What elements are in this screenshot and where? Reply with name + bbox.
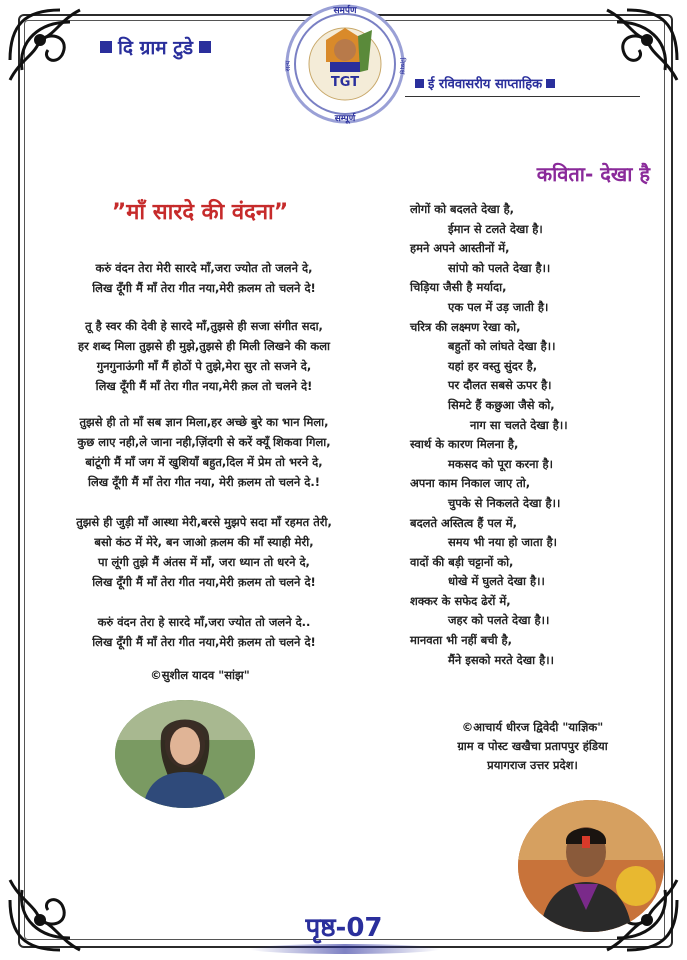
credit-line: ©आचार्य धीरज द्विवेदी "याज्ञिक": [461, 720, 604, 734]
poem-line: लिख दूँगी मैं माँ तेरा गीत नया,मेरी क़लम तो चलने दे!: [92, 635, 316, 649]
poem-line: समय भी नया हो जाता है।: [448, 535, 558, 550]
poem-line: बांटूंगी मैं माँ जग में खुशियाँ बहुत,दिल में प्रेम तो भरने दे,: [85, 455, 323, 469]
poem-line: तुझसे ही जुड़ी माँ आस्था मेरी,बरसे मुझपे सदा माँ रहमत तेरी,: [76, 515, 332, 529]
poem-line: चुपके से निकलते देखा है।।: [448, 495, 561, 510]
masthead: [100, 30, 280, 64]
credit-line: प्रयागराज उत्तर प्रदेश।: [487, 758, 578, 772]
poem-line: पर दौलत सबसे ऊपर है।: [448, 378, 552, 393]
poem-line: सांपो को पलते देखा है।।: [448, 260, 551, 275]
logo-top-text: समर्पण: [333, 6, 357, 16]
square-bullet-icon: [199, 41, 211, 53]
masthead-title: दि ग्राम टुडे: [118, 37, 193, 59]
logo-center-text: TGT: [330, 75, 360, 90]
square-bullet-icon: [100, 41, 112, 53]
poem-line: लिख दूँगी मैं माँ तेरा गीत नया,मेरी क़लम तो चलने दे!: [92, 575, 316, 589]
square-bullet-icon: [546, 79, 555, 88]
poem-line: हर शब्द मिला तुझसे ही मुझे,तुझसे ही मिली लिखने की कला: [77, 339, 330, 353]
credit-line: ग्राम व पोस्ट खखैचा प्रतापपुर हंडिया: [457, 739, 608, 753]
corner-ornament-icon: [0, 850, 110, 960]
poem-line: अपना काम निकाल जाए तो,: [410, 476, 531, 491]
right-poem-body: [410, 200, 655, 670]
weekly-text: ई रविवासरीय साप्ताहिक: [428, 77, 543, 92]
page-number-underline: [250, 944, 440, 954]
poem-line: जहर को पलते देखा है।।: [448, 613, 550, 628]
corner-ornament-icon: [0, 0, 110, 110]
poem-line: बहुतों को लांघते देखा है।।: [448, 339, 556, 354]
poem-line: मकसद को पूरा करना है।: [448, 456, 553, 471]
stanza: [24, 512, 384, 592]
author-photo-left: [115, 700, 255, 808]
poem-line: मानवता भी नहीं बची है,: [410, 633, 513, 648]
stanza: [24, 258, 384, 298]
poem-line: हमने अपने आस्तीनों में,: [410, 241, 510, 256]
poem-line: धोखे में घुलते देखा है।।: [448, 574, 545, 589]
poem-line: चरित्र की लक्ष्मण रेखा को,: [410, 319, 521, 334]
stanza: [24, 412, 384, 492]
stanza: [24, 316, 384, 396]
poem-line: यहां हर वस्तु सुंदर है,: [448, 358, 538, 373]
poem-line: लिख दूँगी मैं माँ तेरा गीत नया,मेरी क़लम तो चलने दे!: [92, 281, 316, 295]
weekly-label: [415, 72, 630, 94]
author-photo-right: [518, 800, 664, 932]
poem-line: लिख दूँगी मैं माँ तेरा गीत नया,मेरी क़ल तो चलने दे!: [95, 379, 313, 393]
poem-line: शक्कर के सफेद ढेरों में,: [410, 593, 511, 608]
poem-line: एक पल में उड़ जाती है।: [448, 299, 549, 314]
square-bullet-icon: [415, 79, 424, 88]
poem-line: ईमान से टलते देखा है।: [448, 221, 543, 236]
poem-line: कुछ लाए नही,ले जाना नही,ज़िंदगी से करें क्यूँ शिकवा गिला,: [77, 435, 331, 449]
left-poem-title: ”माँ सारदे की वंदना”: [111, 200, 289, 225]
poem-line: गुनगुनाऊंगी माँ मैं होठों पे तुझे,मेरा सुर तो सजने दे,: [96, 359, 312, 373]
poem-line: बसो कंठ में मेरे, बन जाओ क़लम की माँ स्याही मेरी,: [94, 535, 314, 549]
poem-line: नाग सा चलते देखा है।।: [470, 417, 568, 432]
poem-line: तू है स्वर की देवी हे सारदे माँ,तुझसे ही सजा संगीत सदा,: [85, 319, 323, 333]
header-divider: [405, 96, 640, 97]
poem-line: करुं वंदन तेरा मेरी सारदे माँ,जरा ज्योत तो जलने दे,: [95, 261, 313, 275]
logo-bottom-text: सम्पूर्ण: [334, 114, 356, 124]
poem-line: सिमटे हैं कछुआ जैसे को,: [448, 397, 555, 412]
tgt-logo: [276, 0, 414, 128]
logo-right-text: निष्पक्ष: [398, 57, 406, 75]
poem-line: लोगों को बदलते देखा है,: [410, 202, 515, 216]
poem-line: मैंने इसको मरते देखा है।।: [448, 652, 554, 667]
poem-line: पा लूंगी तुझे मैं अंतस में माँ, जरा ध्यान तो धरने दे,: [98, 555, 310, 569]
poem-line: बदलते अस्तित्व हैं पल में,: [410, 515, 517, 530]
right-poem-title: कविता- देखा है: [536, 162, 650, 186]
poem-line: करुं वंदन तेरा हे सारदे माँ,जरा ज्योत तो जलने दे..: [97, 615, 311, 629]
poem-line: लिख दूँगी मैं माँ तेरा गीत नया, मेरी क़लम तो चलने दे.!: [88, 475, 320, 489]
page-number: पृष्ठ-07: [305, 913, 383, 943]
logo-left-text: सत्य: [284, 60, 292, 72]
right-author-credit: [405, 718, 660, 775]
poem-line: स्वार्थ के कारण मिलना है,: [410, 437, 519, 452]
poem-line: तुझसे ही तो माँ सब ज्ञान मिला,हर अच्छे बुरे का भान मिला,: [79, 415, 329, 429]
poem-line: वादों की बड़ी चट्टानों को,: [410, 554, 514, 569]
stanza: [24, 612, 384, 652]
poem-line: चिड़िया जैसी है मर्यादा,: [410, 280, 507, 295]
left-author: ©सुशील यादव "सांझ": [150, 668, 250, 682]
